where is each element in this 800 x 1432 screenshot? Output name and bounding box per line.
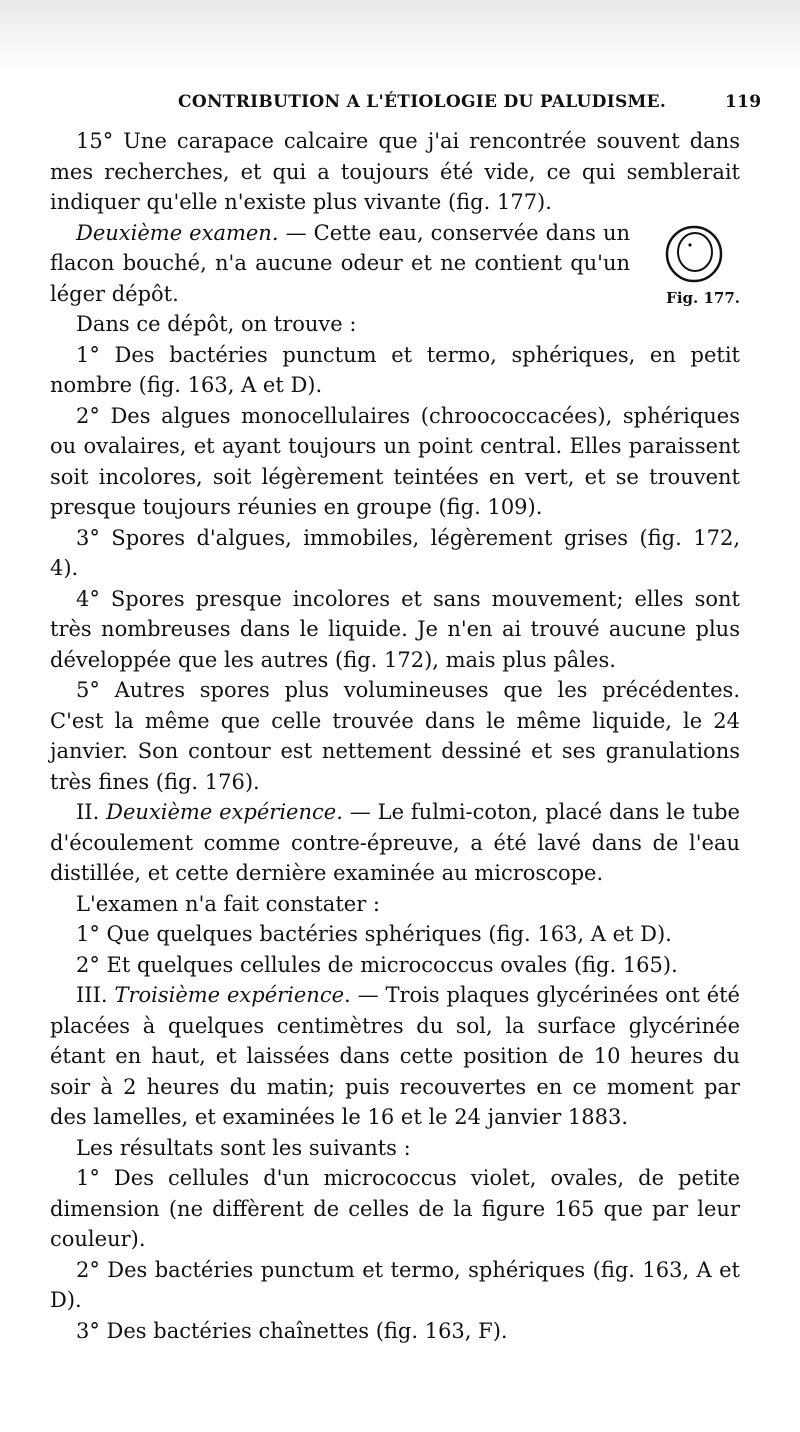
section-heading: Troisième expérience. [114, 983, 351, 1007]
paragraph: 1° Des cellules d'un micrococcus violet, ovales, de petite dimension (ne diffèrent de celles de la figure 165 que par leur couleur). [50, 1166, 740, 1251]
section-heading: Deuxième expérience. [106, 800, 343, 824]
paragraph: 2° Des algues monocellulaires (chroococcacées), sphériques ou ovalaires, et ayant toujours un point central. Elles paraissent soit incolores, soit légèrement teintées en vert, et se trouvent presque toujours réunies en groupe (fig. 109). [50, 403, 740, 519]
shell-illustration-icon [662, 222, 726, 286]
paragraph: 3° Des bactéries chaînettes (fig. 163, F). [76, 1318, 508, 1343]
section-numeral: III. [76, 983, 115, 1007]
paragraph: Dans ce dépôt, on trouve : [76, 312, 357, 336]
paragraph [50, 797, 740, 889]
section-numeral: II. [76, 800, 107, 824]
figure-177 [640, 222, 740, 314]
body-text [50, 126, 740, 1346]
paragraph: 2° Des bactéries punctum et termo, sphériques (fig. 163, A et D). [50, 1257, 740, 1312]
section-heading: Deuxième examen. [76, 220, 279, 245]
paragraph: 1° Des bactéries punctum et termo, sphériques, en petit nombre (fig. 163, A et D). [50, 342, 740, 397]
header-title: CONTRIBUTION A L'ÉTIOLOGIE DU PALUDISME. [178, 92, 667, 112]
running-header [0, 92, 800, 116]
paragraph: 2° Et quelques cellules de micrococcus ovales (fig. 165). [76, 952, 678, 977]
paragraph [50, 218, 740, 310]
figure-label: Fig. 177. [666, 289, 740, 307]
paragraph: 15° Une carapace calcaire que j'ai rencontrée souvent dans mes recherches, et qui a toujours été vide, ce qui semblerait indiquer qu'elle n'existe plus vivante (fig. 177). [50, 129, 740, 214]
paragraph-text: — Cette eau, conservée dans un flacon bouché, n'a aucune odeur et ne contient qu'un léger dépôt. [50, 220, 630, 306]
paragraph-text: — Le fulmi-coton, placé dans le tube d'écoulement comme contre-épreuve, a été lavé dans de l'eau distillée, et cette dernière examinée au microscope. [50, 800, 740, 885]
paragraph: L'examen n'a fait constater : [76, 891, 380, 916]
paragraph [50, 980, 740, 1133]
paragraph: 1° Que quelques bactéries sphériques (fig. 163, A et D). [76, 922, 672, 946]
paragraph: 3° Spores d'algues, immobiles, légèrement grises (fig. 172, 4). [50, 525, 740, 580]
paragraph: 5° Autres spores plus volumineuses que les précédentes. C'est la même que celle trouvée dans le même liquide, le 24 janvier. Son contour est nettement dessiné et ses granulations très fines (fig. 176). [50, 678, 740, 794]
paragraph: 4° Spores presque incolores et sans mouvement; elles sont très nombreuses dans le liquide. Je n'en ai trouvé aucune plus développée que les autres (fig. 172), mais plus pâles. [50, 586, 740, 672]
page-number: 119 [725, 92, 762, 112]
paragraph-text: — Trois plaques glycérinées ont été placées à quelques centimètres du sol, la surface glycérinée étant en haut, et laissées dans cette position de 10 heures du soir à 2 heures du matin; puis recouvertes en ce moment par des lamelles, et examinées le 16 et le 24 janvier 1883. [50, 983, 740, 1129]
paragraph: Les résultats sont les suivants : [76, 1135, 411, 1160]
